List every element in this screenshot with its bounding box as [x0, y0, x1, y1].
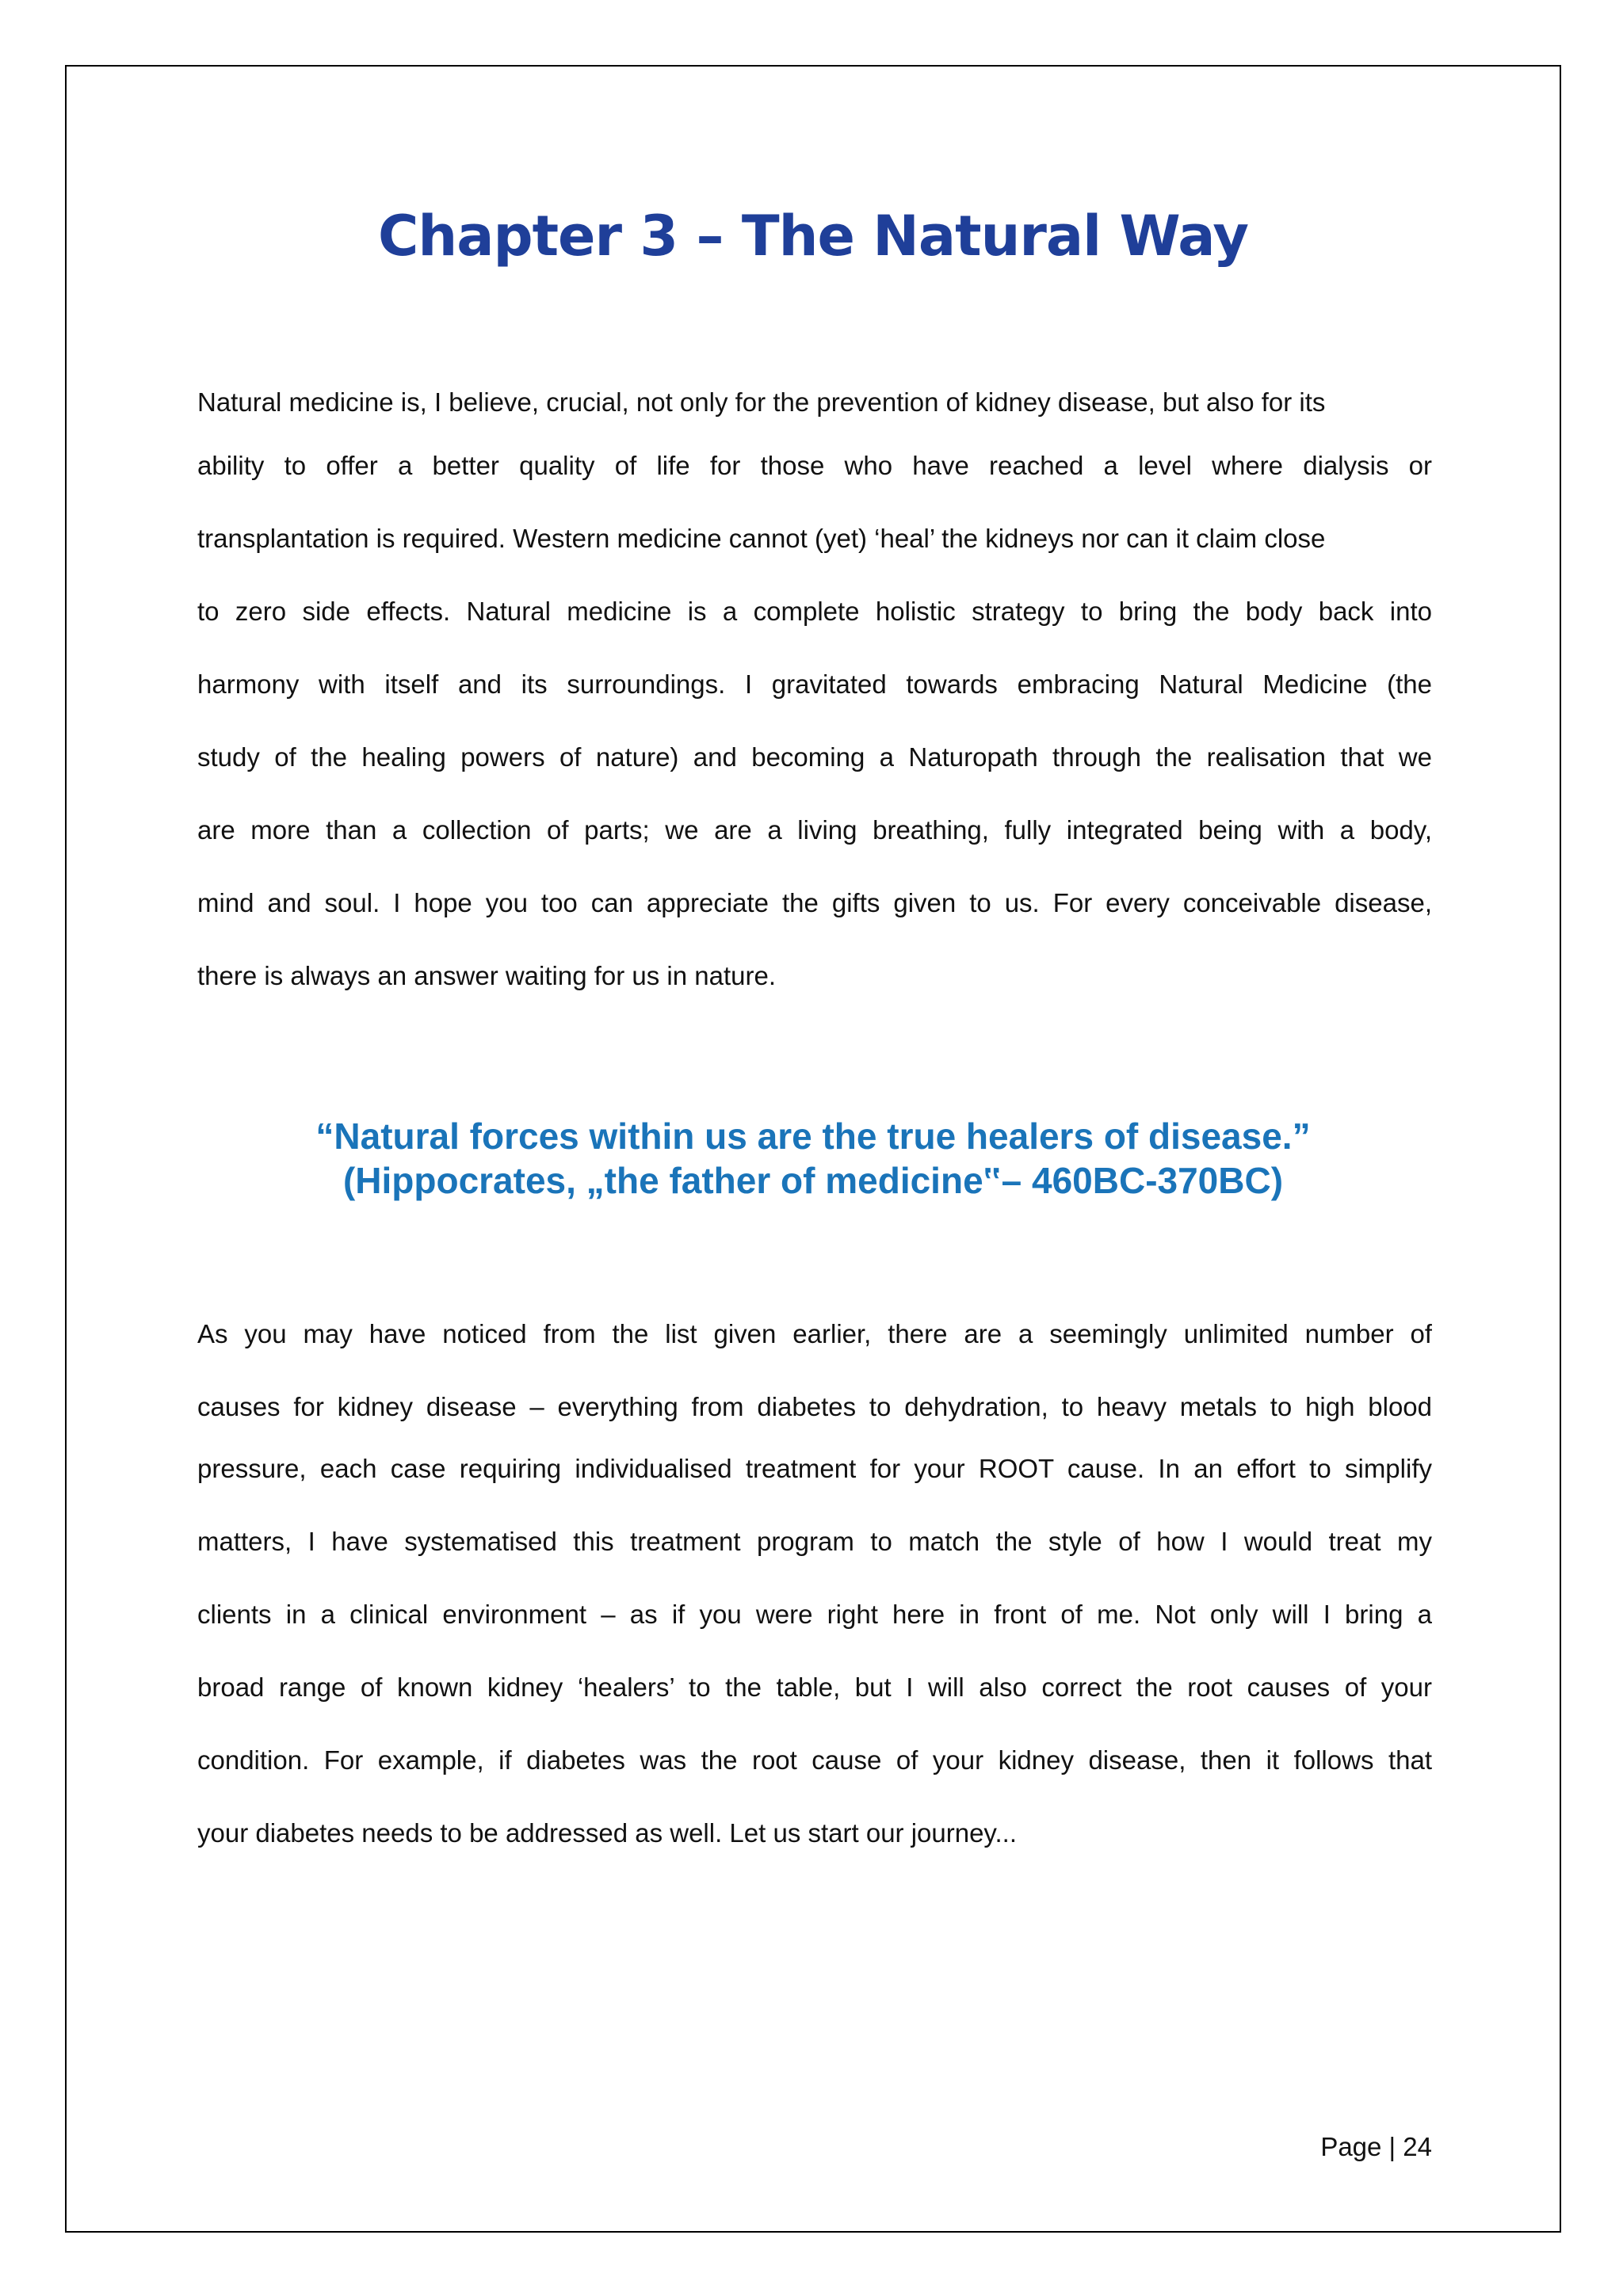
paragraph-1-line: there is always an answer waiting for us in nature.	[197, 961, 777, 990]
page-number: Page | 24	[1320, 2132, 1432, 2161]
paragraph-2-line: matters, I have systematised this treatment program to match the style of how I would treat my	[197, 1527, 1432, 1556]
paragraph-1-line: ability to offer a better quality of life for those who have reached a level where dialysis or	[197, 451, 1432, 480]
quote-attribution: (Hippocrates, „the father of medicine‟– 460BC-370BC)	[342, 1160, 1284, 1201]
paragraph-2-line: your diabetes needs to be addressed as well. Let us start our journey...	[197, 1818, 1017, 1848]
paragraph-2-line: condition. For example, if diabetes was the root cause of your kidney disease, then it follows that	[197, 1745, 1432, 1775]
paragraph-1-line: harmony with itself and its surroundings. I gravitated towards embracing Natural Medicine (the	[197, 669, 1432, 699]
paragraph-1-line: are more than a collection of parts; we are a living breathing, fully integrated being with a body,	[197, 815, 1432, 845]
quote-text: “Natural forces within us are the true healers of disease.”	[315, 1116, 1311, 1157]
paragraph-1-line: mind and soul. I hope you too can appreciate the gifts given to us. For every conceivable disease,	[197, 888, 1432, 917]
paragraph-1-line: Natural medicine is, I believe, crucial, not only for the prevention of kidney disease, but also for its	[197, 387, 1326, 417]
paragraph-2-line: causes for kidney disease – everything from diabetes to dehydration, to heavy metals to high blood	[197, 1392, 1432, 1421]
paragraph-2-line: broad range of known kidney ‘healers’ to the table, but I will also correct the root causes of your	[197, 1672, 1432, 1702]
paragraph-2-line: clients in a clinical environment – as if you were right here in front of me. Not only will I bring a	[197, 1600, 1432, 1629]
paragraph-2-line: pressure, each case requiring individualised treatment for your ROOT cause. In an effort to simplify	[197, 1454, 1432, 1483]
paragraph-1-line: to zero side effects. Natural medicine is a complete holistic strategy to bring the body back into	[197, 597, 1432, 626]
chapter-title: Chapter 3 – The Natural Way	[378, 204, 1248, 269]
paragraph-2-line: As you may have noticed from the list given earlier, there are a seemingly unlimited number of	[197, 1319, 1432, 1348]
paragraph-1-line: transplantation is required. Western medicine cannot (yet) ‘heal’ the kidneys nor can it claim close	[197, 524, 1326, 553]
paragraph-1-line: study of the healing powers of nature) and becoming a Naturopath through the realisation that we	[197, 742, 1432, 772]
